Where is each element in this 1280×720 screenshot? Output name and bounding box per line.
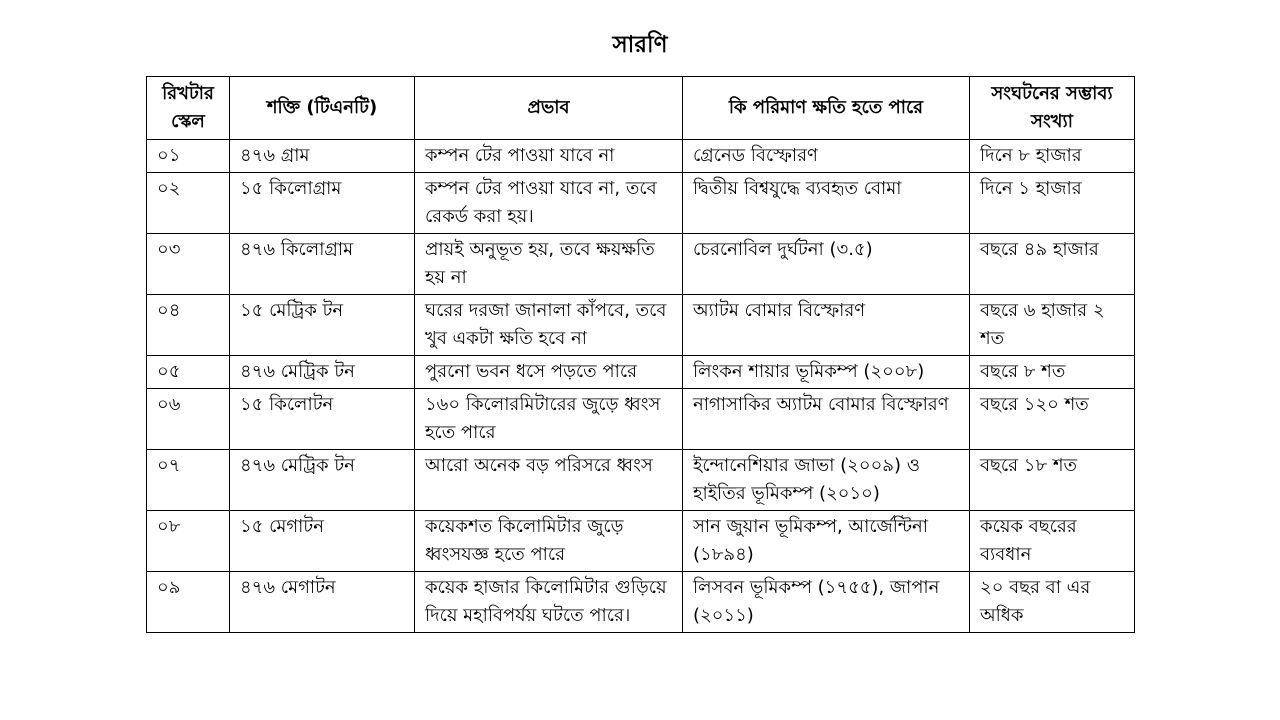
table-row	[147, 173, 1135, 234]
cell-effect: কম্পন টের পাওয়া যাবে না	[415, 140, 683, 173]
cell-effect: কম্পন টের পাওয়া যাবে না, তবে রেকর্ড করা হয়।	[415, 173, 683, 234]
cell-frequency: ২০ বছর বা এর অধিক	[970, 572, 1135, 633]
richter-scale-table	[146, 76, 1135, 633]
table-row	[147, 295, 1135, 356]
cell-richter: ০৭	[147, 450, 230, 511]
cell-richter: ০১	[147, 140, 230, 173]
table-row	[147, 389, 1135, 450]
cell-energy: ৪৭৬ কিলোগ্রাম	[230, 234, 415, 295]
cell-effect: কয়েকশত কিলোমিটার জুড়ে ধ্বংসযজ্ঞ হতে পারে	[415, 511, 683, 572]
cell-richter: ০৩	[147, 234, 230, 295]
table-row	[147, 234, 1135, 295]
cell-damage: চেরনোবিল দুর্ঘটনা (৩.৫)	[683, 234, 970, 295]
cell-damage: লিসবন ভূমিকম্প (১৭৫৫), জাপান (২০১১)	[683, 572, 970, 633]
cell-energy: ৪৭৬ মেট্রিক টন	[230, 356, 415, 389]
cell-effect: প্রায়ই অনুভূত হয়, তবে ক্ষয়ক্ষতি হয় না	[415, 234, 683, 295]
cell-damage: দ্বিতীয় বিশ্বযুদ্ধে ব্যবহৃত বোমা	[683, 173, 970, 234]
cell-damage: সান জুয়ান ভূমিকম্প, আর্জেন্টিনা (১৮৯৪)	[683, 511, 970, 572]
cell-frequency: বছরে ১৮ শত	[970, 450, 1135, 511]
cell-richter: ০৪	[147, 295, 230, 356]
cell-frequency: বছরে ৪৯ হাজার	[970, 234, 1135, 295]
cell-damage: লিংকন শায়ার ভূমিকম্প (২০০৮)	[683, 356, 970, 389]
cell-effect: কয়েক হাজার কিলোমিটার গুড়িয়ে দিয়ে মহাবিপর্যয় ঘটতে পারে।	[415, 572, 683, 633]
cell-effect: আরো অনেক বড় পরিসরে ধ্বংস	[415, 450, 683, 511]
cell-richter: ০৬	[147, 389, 230, 450]
cell-frequency: দিনে ১ হাজার	[970, 173, 1135, 234]
cell-frequency: বছরে ১২০ শত	[970, 389, 1135, 450]
cell-energy: ৪৭৬ গ্রাম	[230, 140, 415, 173]
cell-effect: ঘরের দরজা জানালা কাঁপবে, তবে খুব একটা ক্ষতি হবে না	[415, 295, 683, 356]
header-effect: প্রভাব	[415, 77, 683, 140]
header-energy-tnt: শক্তি (টিএনটি)	[230, 77, 415, 140]
cell-energy: ৪৭৬ মেট্রিক টন	[230, 450, 415, 511]
cell-energy: ১৫ কিলোটন	[230, 389, 415, 450]
cell-richter: ০২	[147, 173, 230, 234]
table-header-row	[147, 77, 1135, 140]
cell-damage: নাগাসাকির অ্যাটম বোমার বিস্ফোরণ	[683, 389, 970, 450]
cell-frequency: বছরে ৬ হাজার ২ শত	[970, 295, 1135, 356]
header-damage-extent: কি পরিমাণ ক্ষতি হতে পারে	[683, 77, 970, 140]
table-row	[147, 511, 1135, 572]
page-title: সারণি	[612, 32, 668, 58]
cell-damage: ইন্দোনেশিয়ার জাভা (২০০৯) ও হাইতির ভূমিকম্প (২০১০)	[683, 450, 970, 511]
cell-damage: অ্যাটম বোমার বিস্ফোরণ	[683, 295, 970, 356]
cell-damage: গ্রেনেড বিস্ফোরণ	[683, 140, 970, 173]
header-richter-scale: রিখটার স্কেল	[147, 77, 230, 140]
cell-frequency: কয়েক বছরের ব্যবধান	[970, 511, 1135, 572]
cell-richter: ০৯	[147, 572, 230, 633]
cell-energy: ৪৭৬ মেগাটন	[230, 572, 415, 633]
cell-energy: ১৫ মেগাটন	[230, 511, 415, 572]
table-row	[147, 572, 1135, 633]
cell-frequency: দিনে ৮ হাজার	[970, 140, 1135, 173]
cell-energy: ১৫ মেট্রিক টন	[230, 295, 415, 356]
cell-energy: ১৫ কিলোগ্রাম	[230, 173, 415, 234]
cell-effect: ১৬০ কিলোরমিটারের জুড়ে ধ্বংস হতে পারে	[415, 389, 683, 450]
cell-richter: ০৫	[147, 356, 230, 389]
table-row	[147, 356, 1135, 389]
cell-effect: পুরনো ভবন ধসে পড়তে পারে	[415, 356, 683, 389]
header-occurrence-frequency: সংঘটনের সম্ভাব্য সংখ্যা	[970, 77, 1135, 140]
table-row	[147, 140, 1135, 173]
cell-frequency: বছরে ৮ শত	[970, 356, 1135, 389]
cell-richter: ০৮	[147, 511, 230, 572]
table-row	[147, 450, 1135, 511]
